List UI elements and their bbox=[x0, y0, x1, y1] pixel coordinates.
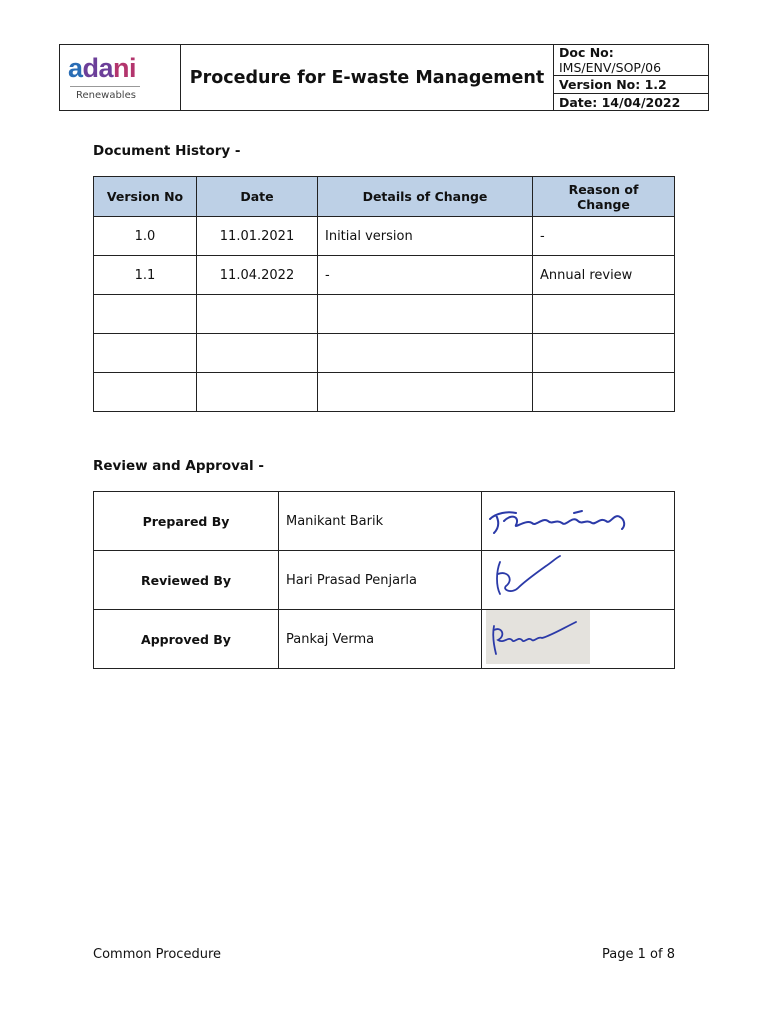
footer-label: Common Procedure bbox=[93, 947, 222, 962]
table-cell: - bbox=[533, 217, 675, 256]
document-history-table bbox=[93, 176, 675, 412]
signature-cell bbox=[482, 610, 675, 669]
table-cell: 1.1 bbox=[94, 256, 197, 295]
table-cell bbox=[533, 373, 675, 412]
signature-prepared bbox=[486, 499, 636, 539]
document-meta bbox=[554, 45, 708, 110]
document-date: Date: 14/04/2022 bbox=[559, 95, 681, 110]
table-row bbox=[94, 217, 675, 256]
table-cell: 11.04.2022 bbox=[197, 256, 318, 295]
approval-row bbox=[94, 610, 675, 669]
approval-role: Approved By bbox=[94, 610, 279, 669]
page-number: Page 1 of 8 bbox=[602, 947, 675, 962]
table-cell: Initial version bbox=[318, 217, 533, 256]
approval-name: Manikant Barik bbox=[279, 492, 482, 551]
table-cell bbox=[318, 295, 533, 334]
approval-role: Prepared By bbox=[94, 492, 279, 551]
column-header: Date bbox=[197, 177, 318, 217]
approval-name: Pankaj Verma bbox=[279, 610, 482, 669]
table-cell bbox=[197, 295, 318, 334]
review-approval-table bbox=[93, 491, 675, 669]
table-row bbox=[94, 256, 675, 295]
table-cell bbox=[94, 334, 197, 373]
approval-role: Reviewed By bbox=[94, 551, 279, 610]
table-cell bbox=[318, 334, 533, 373]
logo-cell bbox=[60, 45, 181, 110]
table-cell bbox=[94, 373, 197, 412]
version-number: Version No: 1.2 bbox=[554, 76, 708, 94]
table-cell bbox=[318, 373, 533, 412]
table-cell bbox=[94, 295, 197, 334]
doc-number-value: IMS/ENV/SOP/06 bbox=[559, 60, 662, 75]
review-approval-heading: Review and Approval - bbox=[93, 458, 264, 474]
table-cell bbox=[197, 373, 318, 412]
logo-part-2: da bbox=[82, 53, 114, 83]
signature-approved bbox=[486, 610, 590, 664]
table-cell: - bbox=[318, 256, 533, 295]
table-cell: 11.01.2021 bbox=[197, 217, 318, 256]
logo-part-1: a bbox=[68, 53, 83, 83]
column-header: Version No bbox=[94, 177, 197, 217]
doc-number-label: Doc No: bbox=[559, 45, 614, 60]
signature-cell bbox=[482, 551, 675, 610]
approval-row bbox=[94, 551, 675, 610]
table-header-row bbox=[94, 177, 675, 217]
signature-cell bbox=[482, 492, 675, 551]
signature-reviewed bbox=[486, 552, 576, 604]
table-row bbox=[94, 334, 675, 373]
table-row bbox=[94, 295, 675, 334]
table-cell: 1.0 bbox=[94, 217, 197, 256]
approval-row bbox=[94, 492, 675, 551]
table-cell bbox=[197, 334, 318, 373]
column-header: Details of Change bbox=[318, 177, 533, 217]
column-header: Reason of Change bbox=[533, 177, 675, 217]
doc-number bbox=[554, 45, 708, 76]
table-cell: Annual review bbox=[533, 256, 675, 295]
logo-divider bbox=[70, 86, 140, 87]
table-cell bbox=[533, 334, 675, 373]
table-cell bbox=[533, 295, 675, 334]
document-title: Procedure for E-waste Management bbox=[181, 45, 554, 110]
adani-logo bbox=[68, 53, 136, 84]
document-header bbox=[59, 44, 709, 111]
document-history-heading: Document History - bbox=[93, 143, 241, 159]
logo-part-3: ni bbox=[113, 53, 137, 83]
table-row bbox=[94, 373, 675, 412]
logo-subtitle: Renewables bbox=[76, 90, 136, 101]
approval-name: Hari Prasad Penjarla bbox=[279, 551, 482, 610]
